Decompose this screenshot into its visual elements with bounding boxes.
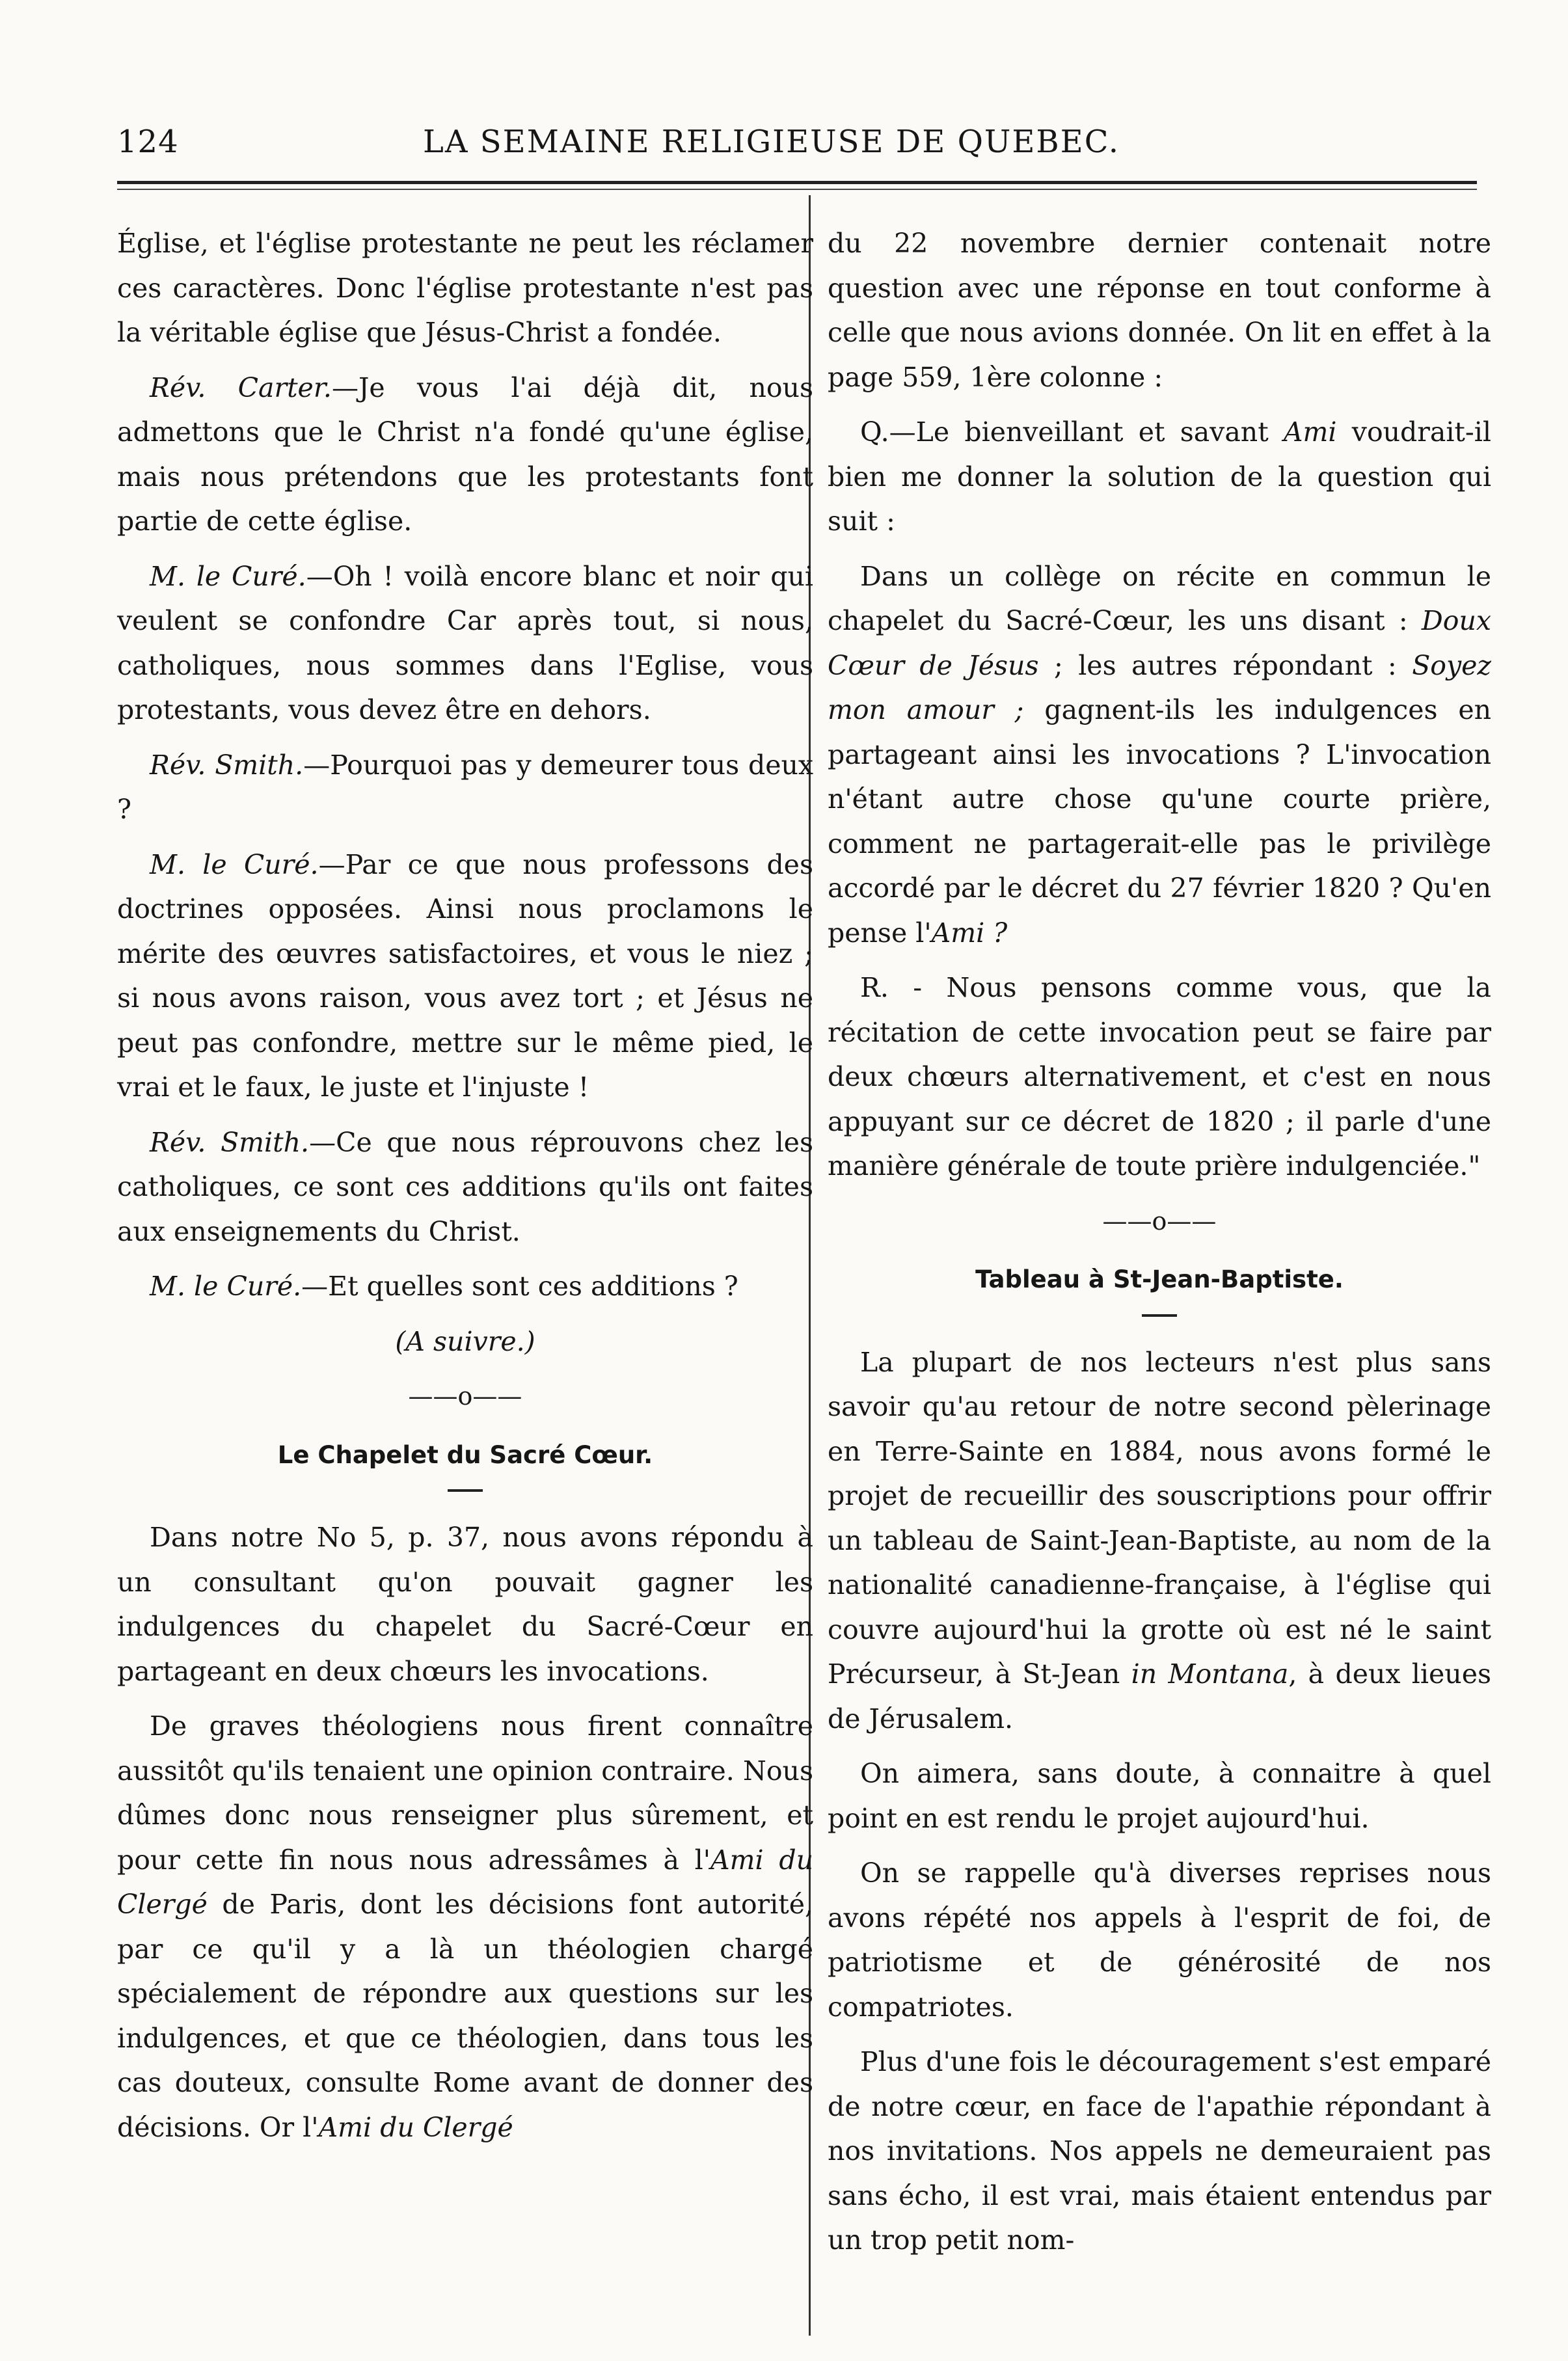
invocation: Soyez mon amour ; — [828, 649, 1491, 725]
page-number: 124 — [117, 124, 179, 160]
dialogue-text: —Je vous l'ai déjà dit, nous admettons que le Christ n'a fondé qu'une église, mais nous prétendons que les protestants font partie de cette église. — [117, 371, 813, 537]
header-rule — [117, 181, 1477, 184]
running-title: LA SEMAINE RELIGIEUSE DE QUEBEC. — [423, 124, 1120, 160]
dialogue-text: —Ce que nous réprouvons chez les catholiques, ce sont ces additions qu'ils ont faites aux enseignements du Christ. — [117, 1126, 813, 1247]
paragraph — [117, 1704, 813, 2150]
speaker: Rév. Smith. — [150, 749, 304, 781]
separator: ——o—— — [408, 1382, 522, 1410]
speaker: M. le Curé. — [150, 848, 319, 880]
publication-title: Ami du Clergé — [318, 2111, 513, 2143]
to-be-continued: (A suivre.) — [395, 1325, 535, 1357]
text-run: gagnent-ils les indulgences en partageant ainsi les invocations ? L'invocation n'étant autre chose qu'une courte prière, comment ne partagerait-elle pas le privilège accordé par le décret du 27 février 1820 ? Qu'en pense l' — [828, 694, 1492, 949]
dialogue-paragraph — [117, 366, 813, 544]
publication-title: Ami ? — [931, 917, 1008, 949]
text-run: voudrait-il bien me donner la solution de la question qui suit : — [828, 416, 1491, 537]
dialogue-paragraph — [117, 1264, 813, 1309]
speaker: M. le Curé. — [150, 1271, 302, 1302]
paragraph: Plus d'une fois le découragement s'est emparé de notre cœur, en face de l'apathie répondant à nos invitations. Nos appels ne demeuraient pas sans écho, il est vrai, mais étaient entendus par un trop petit nom- — [828, 2046, 1491, 2256]
dialogue-text: —Par ce que nous professons des doctrines opposées. Ainsi nous proclamons le mérite des œuvres satisfactoires, et vous le niez ; si nous avons raison, vous avez tort ; et Jésus ne peut pas confondre, mettre sur le même pied, le vrai et le faux, le juste et l'injuste ! — [117, 848, 813, 1103]
dialogue-text: —Pourquoi pas y demeurer tous deux ? — [117, 749, 813, 825]
speaker: Rév. Smith. — [150, 1126, 310, 1158]
paragraph — [828, 554, 1491, 956]
question-paragraph — [828, 410, 1491, 544]
paragraph: Dans notre No 5, p. 37, nous avons répondu à un consultant qu'on pouvait gagner les indulgences du chapelet du Sacré-Cœur en partageant en deux chœurs les invocations. — [117, 1522, 813, 1687]
text-run: de Paris, dont les décisions font autorité, par ce qu'il y a là un théologien chargé spécialement de répondre aux questions sur les indulgences, et que ce théologien, dans tous les cas douteux, consulte Rome avant de donner des décisions. Or l' — [117, 1889, 813, 2143]
text-run: Dans un collège on récite en commun le chapelet du Sacré-Cœur, les uns disant : — [828, 560, 1491, 636]
place-name: in Montana — [1131, 1658, 1289, 1690]
paragraph — [828, 1340, 1491, 1742]
right-column — [828, 221, 1491, 2273]
text-run: Q.—Le bienveillant et savant — [860, 416, 1284, 448]
page-header — [117, 124, 1477, 176]
text-run: , à deux lieues de Jérusalem. — [828, 1658, 1492, 1734]
short-rule — [1142, 1314, 1177, 1317]
paragraph: du 22 novembre dernier contenait notre question avec une réponse en tout conforme à celle que nous avions donnée. On lit en effet à la page 559, 1ère colonne : — [828, 228, 1491, 393]
speaker: Rév. Carter. — [150, 371, 332, 403]
dialogue-text: —Et quelles sont ces additions ? — [301, 1271, 738, 1302]
dialogue-paragraph — [117, 1120, 813, 1254]
dialogue-text: —Oh ! voilà encore blanc et noir qui veulent se confondre Car après tout, si nous, catholiques, nous sommes dans l'Eglise, vous protestants, vous devez être en dehors. — [117, 560, 813, 725]
separator: ——o—— — [1102, 1206, 1217, 1235]
text-run: ; les autres répondant : — [1038, 649, 1413, 681]
section-heading: Le Chapelet du Sacré Cœur. — [277, 1440, 653, 1469]
invocation: Doux Cœur de Jésus — [828, 605, 1491, 681]
text-run: De graves théologiens nous firent connaître aussitôt qu'ils tenaient une opinion contraire. Nous dûmes donc nous renseigner plus sûrement, et pour cette fin nous nous adressâmes à l' — [117, 1710, 813, 1876]
short-rule — [448, 1489, 483, 1492]
paragraph: Église, et l'église protestante ne peut les réclamer ces caractères. Donc l'église protestante n'est pas la véritable église que Jésus-Christ a fondée. — [117, 228, 813, 348]
answer-paragraph: R. - Nous pensons comme vous, que la récitation de cette invocation peut se faire par deux chœurs alternativement, et c'est en nous appuyant sur ce décret de 1820 ; il parle d'une manière générale de toute prière indulgenciée." — [828, 972, 1491, 1181]
dialogue-paragraph — [117, 554, 813, 733]
paragraph: On aimera, sans doute, à connaitre à quel point en est rendu le projet aujourd'hui. — [828, 1758, 1491, 1834]
dialogue-paragraph — [117, 843, 813, 1110]
publication-title: Ami — [1283, 416, 1337, 448]
text-run: La plupart de nos lecteurs n'est plus sans savoir qu'au retour de notre second pèlerinage en Terre-Sainte en 1884, nous avons formé le projet de recueillir des souscriptions pour offrir un tableau de Saint-Jean-Baptiste, au nom de la nationalité canadienne-française, à l'église qui couvre aujourd'hui la grotte où est né le saint Précurseur, à St-Jean — [828, 1346, 1491, 1690]
paragraph: On se rappelle qu'à diverses reprises nous avons répété nos appels à l'esprit de foi, de patriotisme et de générosité de nos compatriotes. — [828, 1857, 1491, 2023]
publication-title: Ami du Clergé — [117, 1844, 813, 1920]
left-column — [117, 221, 813, 2160]
section-heading: Tableau à St-Jean-Baptiste. — [975, 1265, 1344, 1293]
header-rule-thin — [117, 189, 1477, 190]
speaker: M. le Curé. — [150, 560, 306, 592]
dialogue-paragraph — [117, 743, 813, 832]
